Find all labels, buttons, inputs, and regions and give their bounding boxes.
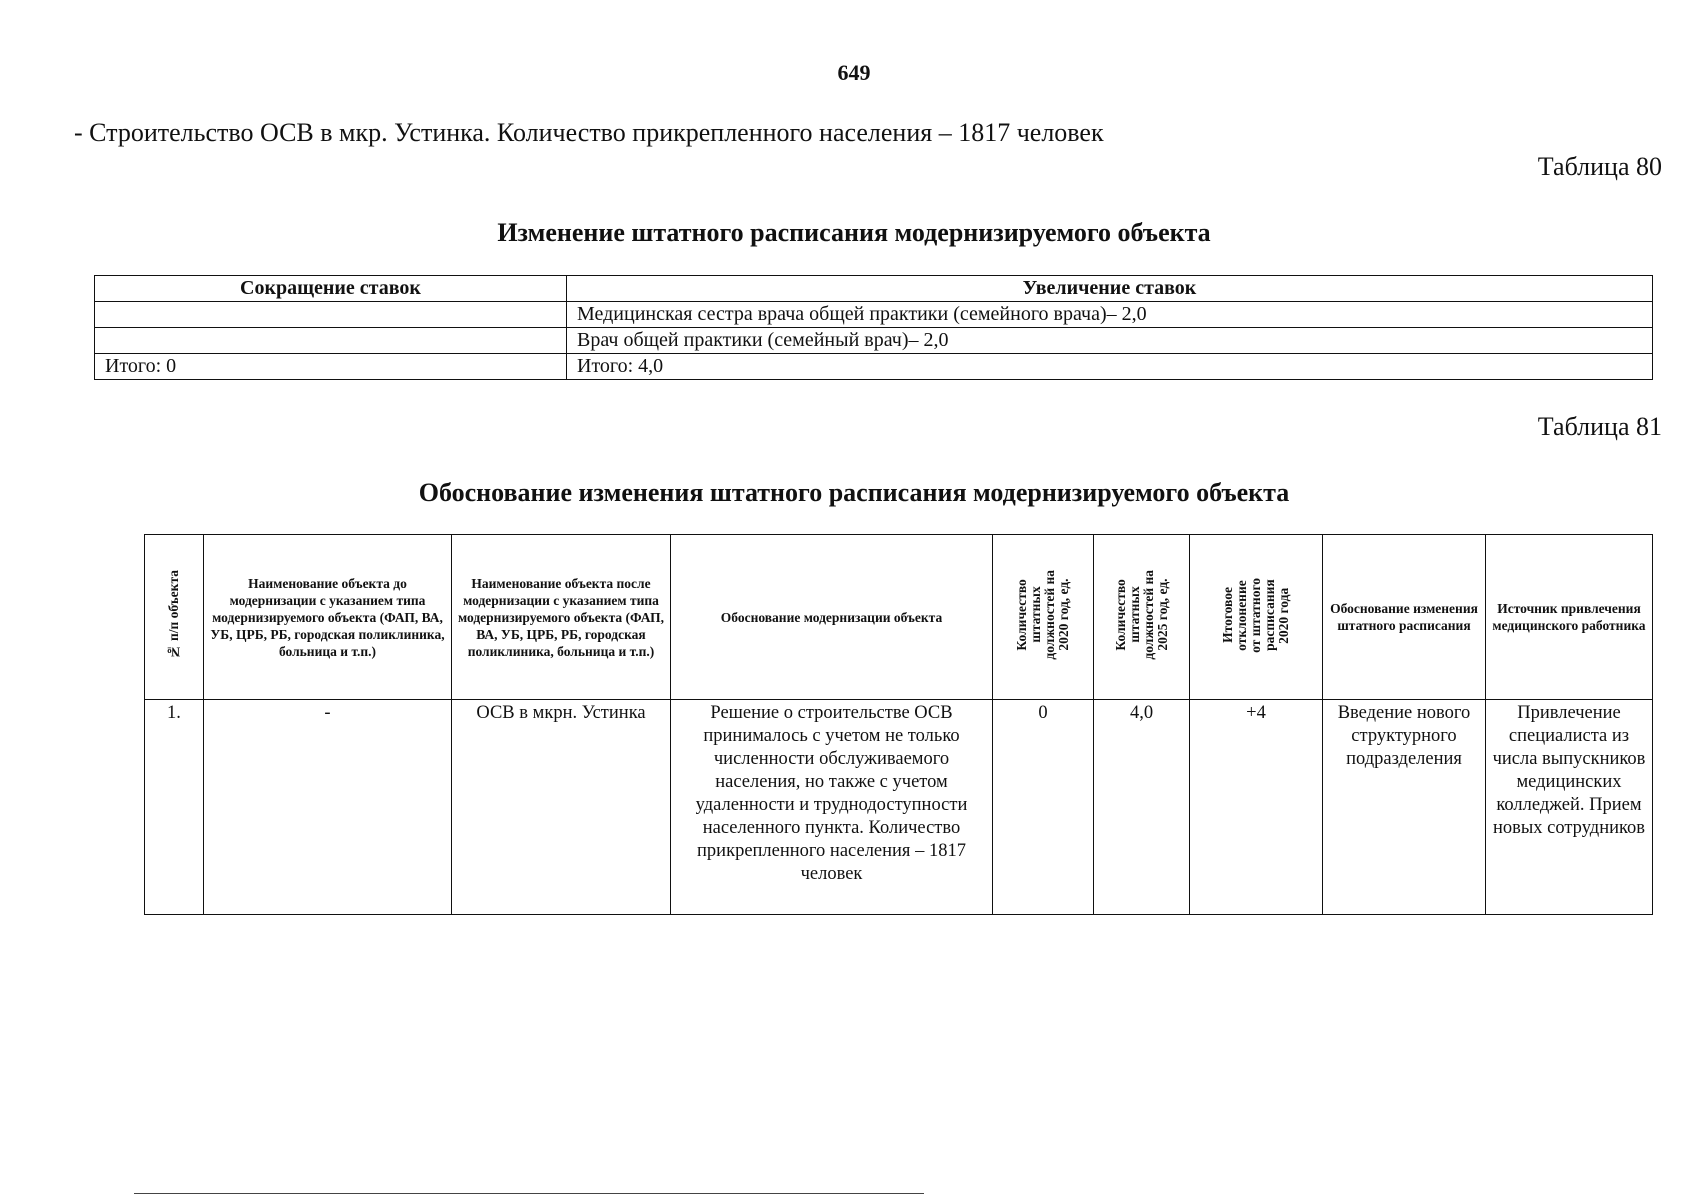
- table-81-title: Обоснование изменения штатного расписания модернизируемого объекта: [418, 478, 1290, 507]
- cell-object-before: -: [204, 700, 452, 915]
- table-header-row: [145, 535, 1653, 700]
- table-81-label: Таблица 81: [1537, 412, 1662, 441]
- cell-deviation: +4: [1190, 700, 1323, 915]
- increase-cell: Врач общей практики (семейный врач)– 2,0: [567, 328, 1653, 354]
- increase-total: Итого: 4,0: [567, 354, 1653, 380]
- table-row: [95, 302, 1653, 328]
- header-justification: Обоснование модернизации объекта: [671, 535, 993, 700]
- cell-staff-2020: 0: [993, 700, 1094, 915]
- reduction-cell: [95, 302, 567, 328]
- header-increase: Увеличение ставок: [567, 276, 1653, 302]
- header-staff-2025: [1094, 535, 1190, 700]
- cell-object-after: ОСВ в мкрн. Устинка: [452, 700, 671, 915]
- cell-change-justification: Введение нового структурного подразделения: [1323, 700, 1486, 915]
- header-reduction: Сокращение ставок: [95, 276, 567, 302]
- header-staff-2020: [993, 535, 1094, 700]
- header-number: [145, 535, 204, 700]
- staff-change-table: [94, 275, 1653, 380]
- table-80-label: Таблица 80: [1537, 152, 1662, 181]
- table-80-title: Изменение штатного расписания модернизируемого объекта: [497, 218, 1211, 247]
- header-object-before: Наименование объекта до модернизации с указанием типа модернизируемого объекта (ФАП, ВА, УБ, ЦРБ, РБ, городская поликлиника, больница и т.п.): [204, 535, 452, 700]
- header-source: Источник привлечения медицинского работника: [1486, 535, 1653, 700]
- cell-staff-2025: 4,0: [1094, 700, 1190, 915]
- header-object-after: Наименование объекта после модернизации с указанием типа модернизируемого объекта (ФАП, ВА, УБ, ЦРБ, РБ, городская поликлиника, больница и т.п.): [452, 535, 671, 700]
- table-row: [145, 700, 1653, 915]
- header-deviation-text: Итоговое отклонение от штатного расписания 2020 года: [1220, 577, 1291, 653]
- header-staff-2020-text: Количество штатных должностей на 2020 год, ед.: [1014, 570, 1071, 660]
- justification-table: [144, 534, 1653, 915]
- cell-justification: Решение о строительстве ОСВ принималось с учетом не только численности обслуживаемого населения, но также с учетом удаленности и труднодоступности населенного пункта. Количество прикрепленного населения – 1817 человек: [671, 700, 993, 915]
- header-change-justification: Обоснование изменения штатного расписания: [1323, 535, 1486, 700]
- intro-text: - Строительство ОСВ в мкр. Устинка. Количество прикрепленного населения – 1817 человек: [74, 118, 1104, 147]
- footer-line: [134, 1193, 924, 1194]
- header-staff-2025-text: Количество штатных должностей на 2025 год, ед.: [1112, 570, 1170, 660]
- page-number: 649: [837, 60, 871, 85]
- reduction-cell: [95, 328, 567, 354]
- increase-cell: Медицинская сестра врача общей практики (семейного врача)– 2,0: [567, 302, 1653, 328]
- cell-number: 1.: [145, 700, 204, 915]
- table-header-row: [95, 276, 1653, 302]
- table-row: [95, 328, 1653, 354]
- reduction-total: Итого: 0: [95, 354, 567, 380]
- header-number-text: № п/п объекта: [166, 570, 181, 660]
- cell-source: Привлечение специалиста из числа выпускников медицинских колледжей. Прием новых сотрудников: [1486, 700, 1653, 915]
- header-deviation: [1190, 535, 1323, 700]
- table-total-row: [95, 354, 1653, 380]
